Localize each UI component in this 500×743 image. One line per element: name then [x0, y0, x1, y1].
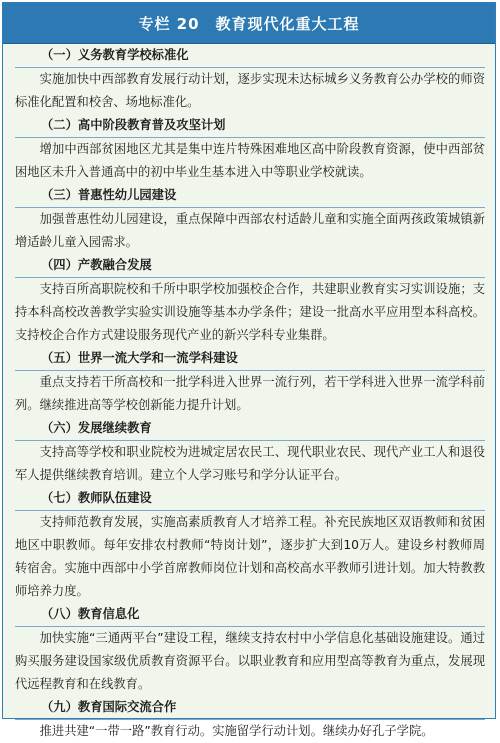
section-text: 加强普惠性幼儿园建设，重点保障中西部农村适龄儿童和实施全面两孩政策城镇新增适龄儿童入园需求。 [15, 212, 485, 249]
section-heading: （六）发展继续教育 [15, 417, 485, 441]
box-title: 教育现代化重大工程 [215, 14, 360, 33]
section-text: 增加中西部贫困地区尤其是集中连片特殊困难地区高中阶段教育资源，使中西部贫困地区未升入普通高中的初中毕业生基本进入中等职业学校就读。 [15, 142, 485, 179]
box-header [3, 3, 495, 44]
section-heading: （四）产教融合发展 [15, 254, 485, 278]
section-heading: （七）教师队伍建设 [15, 487, 485, 511]
section-text: 推进共建“一带一路”教育行动。实施留学行动计划。继续办好孔子学院。 [39, 724, 434, 738]
box-content [3, 44, 495, 743]
section-text: 实施加快中西部教育发展行动计划，逐步实现未达标城乡义务教育公办学校的师资标准化配置和校舍、场地标准化。 [15, 72, 485, 109]
section-text: 支持高等学校和职业院校为进城定居农民工、现代职业农民、现代产业工人和退役军人提供继续教育培训。建立个人学习账号和学分认证平台。 [15, 445, 485, 482]
section-text: 重点支持若干所高校和一批学科进入世界一流行列，若干学科进入世界一流学科前列。继续推进高等学校创新能力提升计划。 [15, 375, 485, 412]
section-heading: （三）普惠性幼儿园建设 [15, 184, 485, 208]
section-heading: （二）高中阶段教育普及攻坚计划 [15, 114, 485, 138]
section-heading: （一）义务教育学校标准化 [15, 44, 485, 68]
box-number: 专栏 20 [138, 14, 200, 33]
section-heading: （五）世界一流大学和一流学科建设 [15, 347, 485, 371]
section-heading: （九）教育国际交流合作 [15, 696, 485, 720]
section-text: 支持师范教育发展，实施高素质教育人才培养工程。补充民族地区双语教师和贫困地区中职教师。每年安排农村教师“特岗计划”，逐步扩大到10万人。建设乡村教师周转宿舍。实施中西部中小学首席教师岗位计划和高校高水平教师引进计划。加大特教教师培养力度。 [15, 515, 485, 598]
section-text: 支持百所高职院校和千所中职学校加强校企合作，共建职业教育实习实训设施；支持本科高校改善教学实验实训设施等基本办学条件；建设一批高水平应用型本科高校。支持校企合作方式建设服务现代产业的新兴学科专业集群。 [15, 282, 485, 342]
feature-box [2, 2, 496, 738]
section-heading: （八）教育信息化 [15, 603, 485, 627]
section-text: 加快实施“三通两平台”建设工程，继续支持农村中小学信息化基础设施建设。通过购买服务建设国家级优质教育资源平台。以职业教育和应用型高等教育为重点，发展现代远程教育和在线教育。 [15, 631, 485, 691]
